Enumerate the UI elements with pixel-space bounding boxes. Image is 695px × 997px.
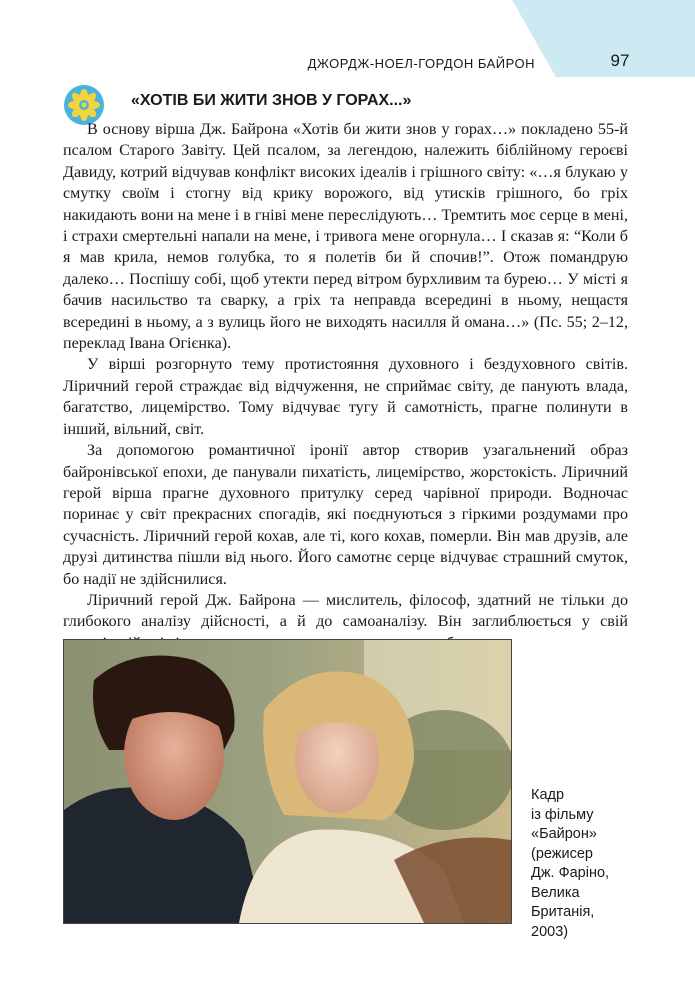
paragraph: Ліричний герой Дж. Байрона — мислитель, філософ, здатний не тільки до глибокого аналізу дійсності, а й до самоаналізу. Він заглиблюється у свій [63,591,628,631]
caption-line: Британія, [531,904,595,920]
caption-line: Велика [531,884,580,901]
caption-line: Кадр [531,787,565,803]
caption-line: «Байрон» [531,826,597,842]
caption-line: (режисер [531,845,593,862]
paragraph: В основу вірша Дж. Байрона «Хотів би жити знов у горах…» покладено 55-й псалом Старого Завіту. Цей псалом, за легендою, належить біблійному героєві Давиду, котрий відчував конфлікт високих ідеалів і грішного світу: «…я блукаю у смутку своїм і стогну від крику ворожого, від утисків грішного, бо гріх накидають вони на мене і в гніві мене переслідують… Тремтить моє серце в мені, і страхи смертельні напали на мене, і тривога мене огорнула… І сказав я: “Коли б я мав крила, немов голубка, то я полетів би й спочив!”. Отож помандрую далеко… Поспішу собі, щоб утекти перед вітром бурхливим та бурею… У місті я бачив насильство та сварку, а гріх та неправда всередині в ньому, нещастя всередині в ньому, а з вулиць його не виходять насилля й омана…» (Пс. 55; 2–12, переклад Івана Огієнка). [63,121,628,353]
caption-line: Дж. Фаріно, [531,865,610,881]
paragraph: За допомогою романтичної іронії автор створив узагальнений образ байронівської епохи, де панували пихатість, лицемірство, жорстокість. Ліричний герой вірша прагне духовного притулку серед чарівної природи. Водночас поринає у світ прекрасних спогадів, які поєднуються з гіркими роздумами про сучасність. Ліричний герой кохав, але ті, кого кохав, померли. Він мав друзів, але друзі дитинства пішли від нього. Його самотнє серце відчуває страшний смуток, бо надії не здійснилися. [63,442,628,588]
running-head: ДЖОРДЖ-НОЕЛ-ГОРДОН БАЙРОН [307,56,535,71]
caption-line: із фільму [531,806,594,823]
paragraph: У вірші розгорнуто тему протистояння духовного і бездуховного світів. Ліричний герой страждає від відчуження, не сприймає світу, де панують влада, багатство, лицемірство. Тому відчуває тугу й самотність, прагне полинути в інший, вільний, світ. [63,356,628,438]
figure-caption [531,786,641,942]
film-still-image [63,639,512,924]
caption-line: 2003) [531,923,569,940]
section-title: «ХОТІВ БИ ЖИТИ ЗНОВ У ГОРАХ...» [131,92,412,109]
article-body [63,119,628,654]
page-number: 97 [610,51,630,70]
